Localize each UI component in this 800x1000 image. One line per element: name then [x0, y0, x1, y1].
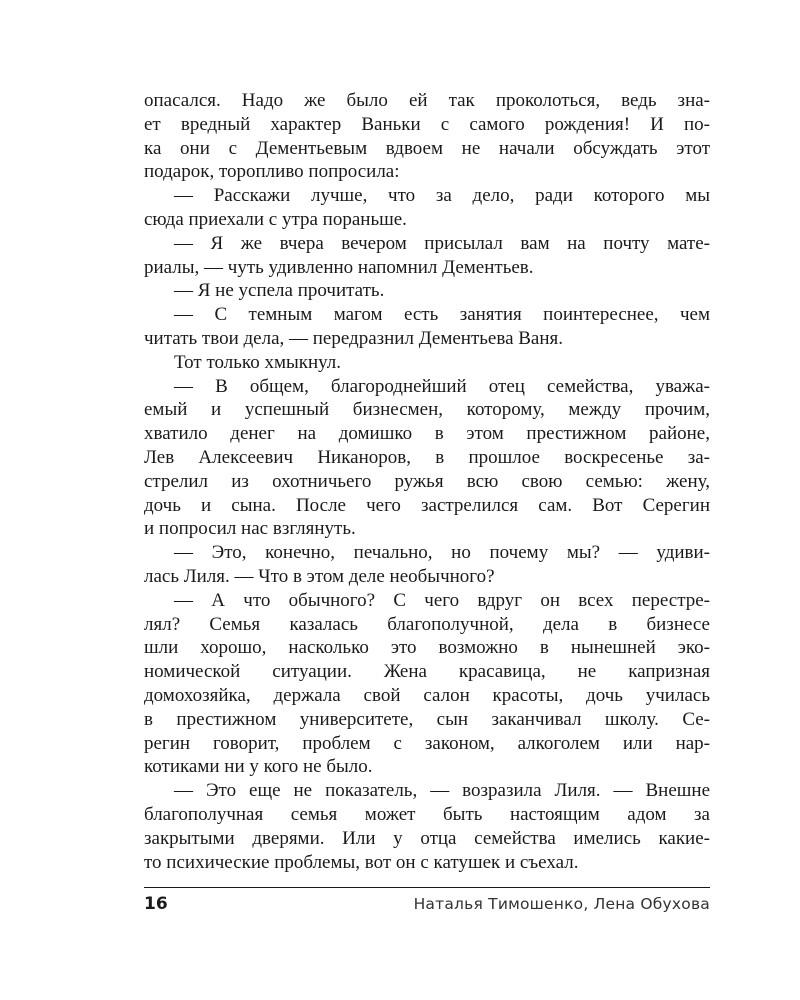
page-footer — [144, 894, 710, 920]
text-line: — Расскажи лучше, что за дело, ради которого мы — [174, 185, 710, 207]
text-line: — В общем, благороднейший отец семейства, уважа- — [174, 375, 710, 397]
page-number: 16 — [144, 894, 168, 914]
text-line: читать твои дела, — передразнил Дементьева Ваня. — [144, 327, 564, 349]
text-line: дочь и сына. После чего застрелился сам. Вот Серегин — [144, 494, 710, 516]
text-line: номической ситуации. Жена красавица, не капризная — [144, 661, 710, 683]
running-head-authors: Наталья Тимошенко, Лена Обухова — [413, 895, 710, 913]
text-line: лась Лиля. — Что в этом деле необычного? — [144, 565, 495, 587]
text-line: — Это, конечно, печально, но почему мы? — удиви- — [174, 542, 710, 564]
body-text — [144, 89, 710, 874]
text-line: то психические проблемы, вот он с катушек и съехал. — [144, 851, 579, 873]
text-line: регин говорит, проблем с законом, алкоголем или нар- — [144, 732, 710, 754]
text-line: Тот только хмыкнул. — [174, 351, 342, 373]
text-line: — А что обычного? С чего вдруг он всех перестре- — [174, 589, 710, 611]
text-line: в престижном университете, сын заканчивал школу. Се- — [144, 708, 710, 730]
text-line: благополучная семья может быть настоящим адом за — [144, 803, 710, 825]
text-line: подарок, торопливо попросила: — [144, 161, 400, 183]
text-line: риалы, — чуть удивленно напомнил Дементьев. — [144, 256, 534, 278]
text-line: ка они с Дементьевым вдвоем не начали обсуждать этот — [144, 137, 710, 159]
text-line: закрытыми дверями. Или у отца семейства имелись какие- — [144, 827, 710, 849]
text-line: хватило денег на домишко в этом престижном районе, — [144, 423, 710, 445]
text-line: и попросил нас взглянуть. — [144, 518, 356, 540]
text-line: опасался. Надо же было ей так проколоться, ведь зна- — [144, 90, 710, 111]
text-line: котиками ни у кого не было. — [144, 756, 373, 778]
text-line: Лев Алексеевич Никаноров, в прошлое воскресенье за- — [144, 446, 710, 468]
text-line: — Это еще не показатель, — возразила Лиля. — Внешне — [174, 780, 710, 802]
text-line: — Я же вчера вечером присылал вам на почту мате- — [174, 232, 710, 254]
book-page-body — [144, 89, 710, 874]
text-line: — С темным магом есть занятия поинтереснее, чем — [174, 304, 710, 326]
text-line: — Я не успела прочитать. — [174, 280, 385, 302]
footer-divider — [144, 887, 710, 888]
text-line: лял? Семья казалась благополучной, дела в бизнесе — [144, 613, 710, 635]
text-line: домохозяйка, держала свой салон красоты, дочь училась — [144, 684, 710, 706]
text-line: стрелил из охотничьего ружья всю свою семью: жену, — [144, 470, 710, 492]
text-line: сюда приехали с утра пораньше. — [144, 208, 407, 230]
text-line: емый и успешный бизнесмен, которому, между прочим, — [144, 399, 710, 421]
text-line: шли хорошо, насколько это возможно в нынешней эко- — [144, 637, 710, 659]
text-line: ет вредный характер Ваньки с самого рождения! И по- — [144, 113, 710, 135]
